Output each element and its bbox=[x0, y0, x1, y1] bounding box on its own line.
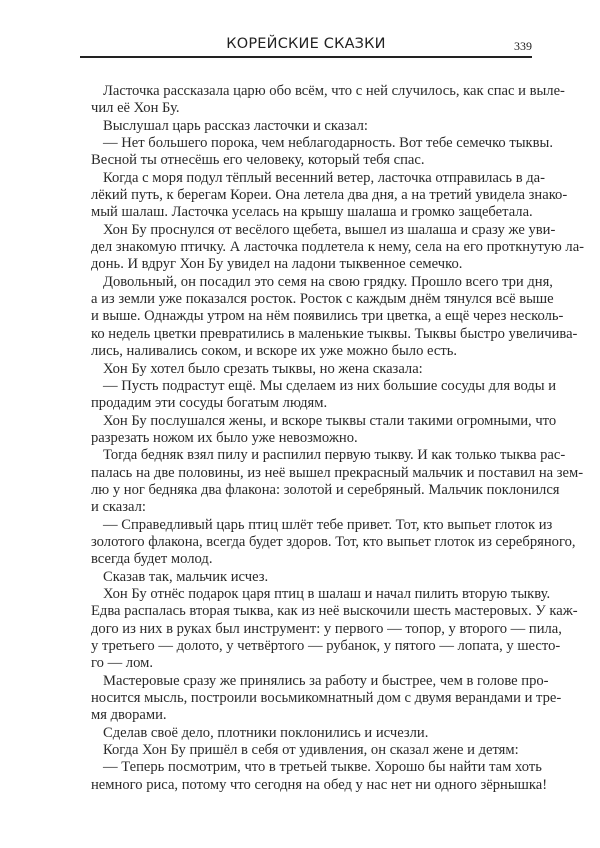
text-line: носится мысль, построили восьмикомнатный дом с двумя верандами и тре- bbox=[91, 690, 562, 707]
paragraph bbox=[91, 569, 531, 586]
text-line: — Пусть подрастут ещё. Мы сделаем из них большие сосуды для воды и bbox=[103, 377, 557, 394]
text-line: — Нет большего порока, чем неблагодарность. Вот тебе семечко тыквы. bbox=[103, 135, 553, 152]
text-line: Когда Хон Бу пришёл в себя от удивления, он сказал жене и детям: bbox=[103, 742, 519, 759]
text-line: Едва распалась вторая тыква, как из неё выскочили шесть мастеровых. У каж- bbox=[91, 603, 578, 620]
text-line: Когда с моря подул тёплый весенний ветер, ласточка отправилась в да- bbox=[103, 169, 546, 186]
paragraph bbox=[91, 361, 531, 378]
paragraph bbox=[91, 585, 578, 673]
text-line: Хон Бу послушался жены, и вскоре тыквы стали такими огромными, что bbox=[103, 412, 557, 429]
text-line: немного риса, потому что сегодня на обед у нас нет ни одного зёрнышка! bbox=[91, 776, 548, 793]
text-line: Тогда бедняк взял пилу и распилил первую тыкву. И как только тыква рас- bbox=[103, 447, 566, 464]
paragraph bbox=[91, 742, 531, 759]
text-line: Выслушал царь рассказ ласточки и сказал: bbox=[103, 117, 368, 134]
text-line: лю у ног бедняка два флакона: золотой и серебряный. Мальчик поклонился bbox=[91, 481, 560, 498]
text-line: — Теперь посмотрим, что в третьей тыкве. Хорошо бы найти там хоть bbox=[103, 759, 542, 776]
text-line: Хон Бу хотел было срезать тыквы, но жена сказала: bbox=[103, 360, 423, 377]
text-line: мый шалаш. Ласточка уселась на крышу шалаша и громко защебетала. bbox=[91, 204, 533, 221]
text-line: всегда будет молод. bbox=[91, 551, 213, 568]
text-line: и сказал: bbox=[91, 499, 146, 516]
text-line: разрезать ножом их было уже невозможно. bbox=[91, 429, 358, 446]
text-line: а из земли уже показался росток. Росток с каждым днём тянулся всё выше bbox=[91, 291, 554, 308]
text-line: Хон Бу отнёс подарок царя птиц в шалаш и начал пилить вторую тыкву. bbox=[103, 585, 551, 602]
text-line: дого из них в руках был инструмент: у первого — топор, у второго — пила, bbox=[91, 620, 562, 637]
text-line: у третьего — долото, у четвёртого — рубанок, у пятого — лопата, у шесто- bbox=[91, 638, 561, 654]
text-line: лёкий путь, к берегам Кореи. Она летела два дня, а на третий увидела знако- bbox=[91, 187, 568, 204]
text-line: Весной ты отнесёшь его человеку, который тебя спас. bbox=[91, 152, 425, 169]
text-line: Хон Бу проснулся от весёлого щебета, вышел из шалаша и сразу же уви- bbox=[103, 221, 556, 238]
text-line: дел знакомую птичку. А ласточка подлетела к нему, села на его проткнутую ла- bbox=[91, 239, 585, 256]
running-header bbox=[80, 34, 532, 58]
paragraph bbox=[91, 447, 584, 516]
text-line: чил её Хон Бу. bbox=[91, 100, 180, 117]
page-number: 339 bbox=[514, 39, 532, 53]
text-line: продадим эти сосуды богатым людям. bbox=[91, 395, 328, 412]
text-line: палась на две половины, из неё вышел прекрасный мальчик и поставил на зем- bbox=[91, 464, 584, 481]
text-line: лись, наливались соком, и вскоре их уже можно было есть. bbox=[91, 343, 458, 360]
paragraph bbox=[91, 169, 568, 222]
paragraph bbox=[91, 221, 585, 274]
paragraph bbox=[91, 135, 553, 170]
text-line: Мастеровые сразу же принялись за работу и быстрее, чем в голове про- bbox=[103, 672, 549, 689]
text-line: донь. И вдруг Хон Бу увидел на ладони тыквенное семечко. bbox=[91, 256, 463, 273]
paragraph bbox=[91, 118, 531, 135]
body-text bbox=[91, 83, 585, 794]
text-line: ко недель цветки превратились в маленькие тыквы. Тыквы быстро увеличива- bbox=[91, 325, 578, 342]
text-line: го — лом. bbox=[91, 655, 153, 672]
paragraph bbox=[91, 759, 548, 794]
paragraph bbox=[91, 725, 531, 742]
paragraph bbox=[91, 377, 557, 413]
text-line: и выше. Однажды утром на нём появились три цветка, а ещё через несколь- bbox=[91, 308, 564, 325]
paragraph bbox=[91, 273, 578, 361]
paragraph bbox=[91, 83, 565, 118]
paragraph bbox=[91, 672, 562, 725]
text-line: Ласточка рассказала царю обо всём, что с ней случилось, как спас и выле- bbox=[103, 83, 565, 99]
paragraph bbox=[91, 412, 557, 448]
text-line: мя дворами. bbox=[91, 707, 167, 724]
text-line: золотого флакона, всегда будет здоров. Тот, кто выпьет глоток из серебряного, bbox=[91, 533, 576, 550]
text-line: Довольный, он посадил это семя на свою грядку. Прошло всего три дня, bbox=[103, 273, 553, 290]
text-line: Сказав так, мальчик исчез. bbox=[103, 568, 269, 585]
text-line: — Справедливый царь птиц шлёт тебе привет. Тот, кто выпьет глоток из bbox=[103, 516, 553, 533]
text-line: Сделав своё дело, плотники поклонились и исчезли. bbox=[103, 724, 429, 741]
running-title: КОРЕЙСКИЕ СКАЗКИ bbox=[226, 36, 386, 52]
paragraph bbox=[91, 516, 576, 569]
